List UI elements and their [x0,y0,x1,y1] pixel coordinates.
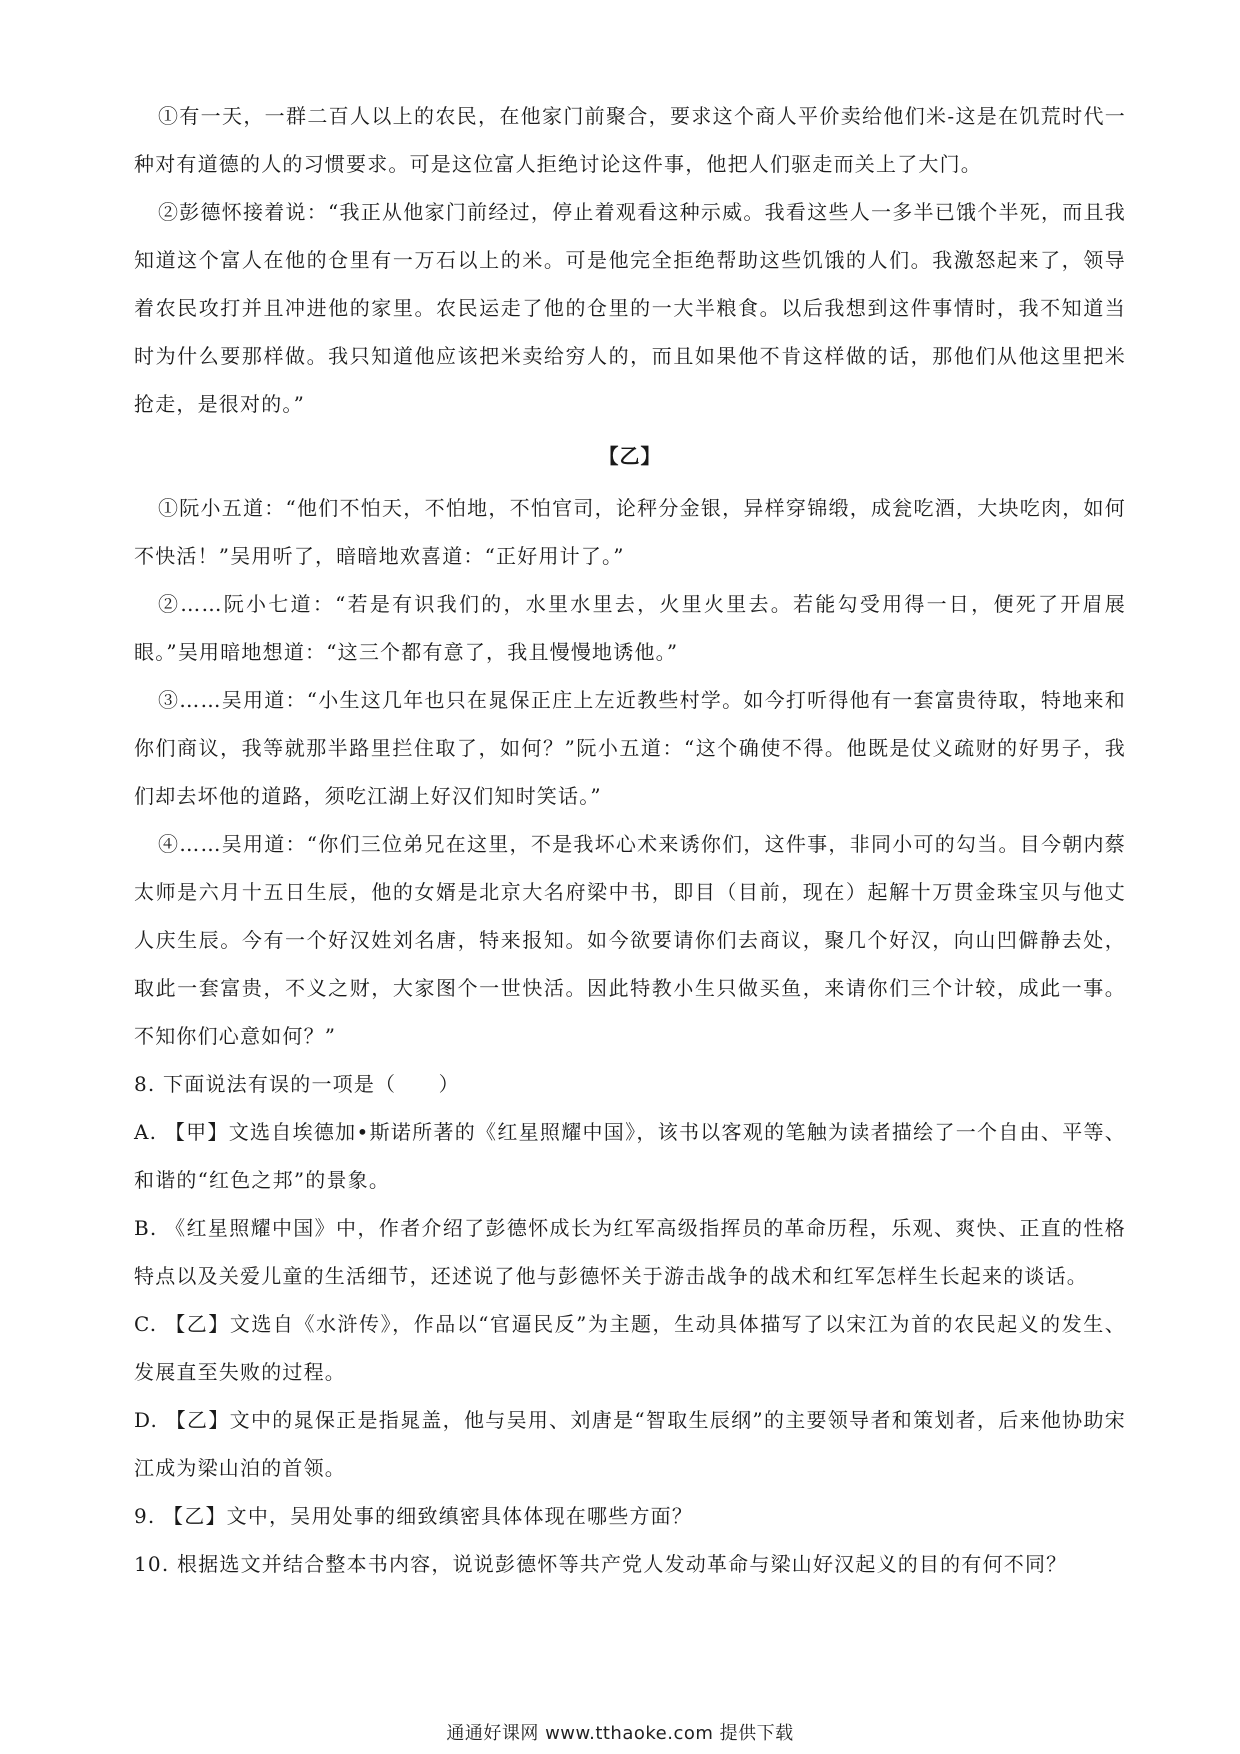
question-8-stem: 8. 下面说法有误的一项是（ ） [134,1072,460,1096]
questions [134,1060,1126,1588]
document-page [134,92,1126,1588]
jia-paragraph-1: ①有一天，一群二百人以上的农民，在他家门前聚合，要求这个商人平价卖给他们米-这是在饥荒时代一种对有道德的人的习惯要求。可是这位富人拒绝讨论这件事，他把人们驱走而关上了大门。 [134,104,1126,176]
section-title-yi: 【乙】 [598,444,662,468]
passage-yi [134,428,1126,1060]
jia-paragraph-2: ②彭德怀接着说：“我正从他家门前经过，停止着观看这种示威。我看这些人一多半已饿个半死，而且我知道这个富人在他的仓里有一万石以上的米。可是他完全拒绝帮助这些饥饿的人们。我激怒起来了，领导着农民攻打并且冲进他的家里。农民运走了他的仓里的一大半粮食。以后我想到这件事情时，我不知道当时为什么要那样做。我只知道他应该把米卖给穷人的，而且如果他不肯这样做的话，那他们从他这里把米抢走，是很对的。” [134,200,1126,416]
question-10: 10. 根据选文并结合整本书内容，说说彭德怀等共产党人发动革命与梁山好汉起义的目的有何不同？ [134,1552,1068,1576]
question-8-option-d: D. 【乙】文中的晁保正是指晁盖，他与吴用、刘唐是“智取生辰纲”的主要领导者和策划者，后来他协助宋江成为梁山泊的首领。 [134,1408,1126,1480]
yi-paragraph-1: ①阮小五道：“他们不怕天，不怕地，不怕官司，论秤分金银，异样穿锦缎，成瓮吃酒，大块吃肉，如何不快活！”吴用听了，暗暗地欢喜道：“正好用计了。” [134,496,1126,568]
yi-paragraph-4: ④……吴用道：“你们三位弟兄在这里，不是我坏心术来诱你们，这件事，非同小可的勾当。目今朝内蔡太师是六月十五日生辰，他的女婿是北京大名府梁中书，即目（目前，现在）起解十万贯金珠宝贝与他丈人庆生辰。今有一个好汉姓刘名唐，特来报知。如今欲要请你们去商议，聚几个好汉，向山凹僻静去处，取此一套富贵，不义之财，大家图个一世快活。因此特教小生只做买鱼，来请你们三个计较，成此一事。不知你们心意如何？” [134,832,1126,1048]
question-8-option-a: A. 【甲】文选自埃德加•斯诺所著的《红星照耀中国》，该书以客观的笔触为读者描绘了一个自由、平等、和谐的“红色之邦”的景象。 [134,1120,1126,1192]
yi-paragraph-3: ③……吴用道：“小生这几年也只在晁保正庄上左近教些村学。如今打听得他有一套富贵待取，特地来和你们商议，我等就那半路里拦住取了，如何？”阮小五道：“这个确使不得。他既是仗义疏财的好男子，我们却去坏他的道路，须吃江湖上好汉们知时笑话。” [134,688,1126,808]
question-9: 9. 【乙】文中，吴用处事的细致缜密具体体现在哪些方面？ [134,1504,694,1528]
footer-source: 通通好课网 www.tthaoke.com 提供下载 [446,1723,794,1744]
question-8-option-c: C. 【乙】文选自《水浒传》，作品以“官逼民反”为主题，生动具体描写了以宋江为首的农民起义的发生、发展直至失败的过程。 [134,1312,1126,1384]
question-8 [134,1060,1126,1492]
question-8-option-b: B. 《红星照耀中国》中，作者介绍了彭德怀成长为红军高级指挥员的革命历程，乐观、爽快、正直的性格特点以及关爱儿童的生活细节，还述说了他与彭德怀关于游击战争的战术和红军怎样生长起来的谈话。 [134,1216,1126,1288]
yi-paragraph-2: ②……阮小七道：“若是有识我们的，水里水里去，火里火里去。若能勾受用得一日，便死了开眉展眼。”吴用暗地想道：“这三个都有意了，我且慢慢地诱他。” [134,592,1126,664]
passage-jia-continued [134,92,1126,428]
